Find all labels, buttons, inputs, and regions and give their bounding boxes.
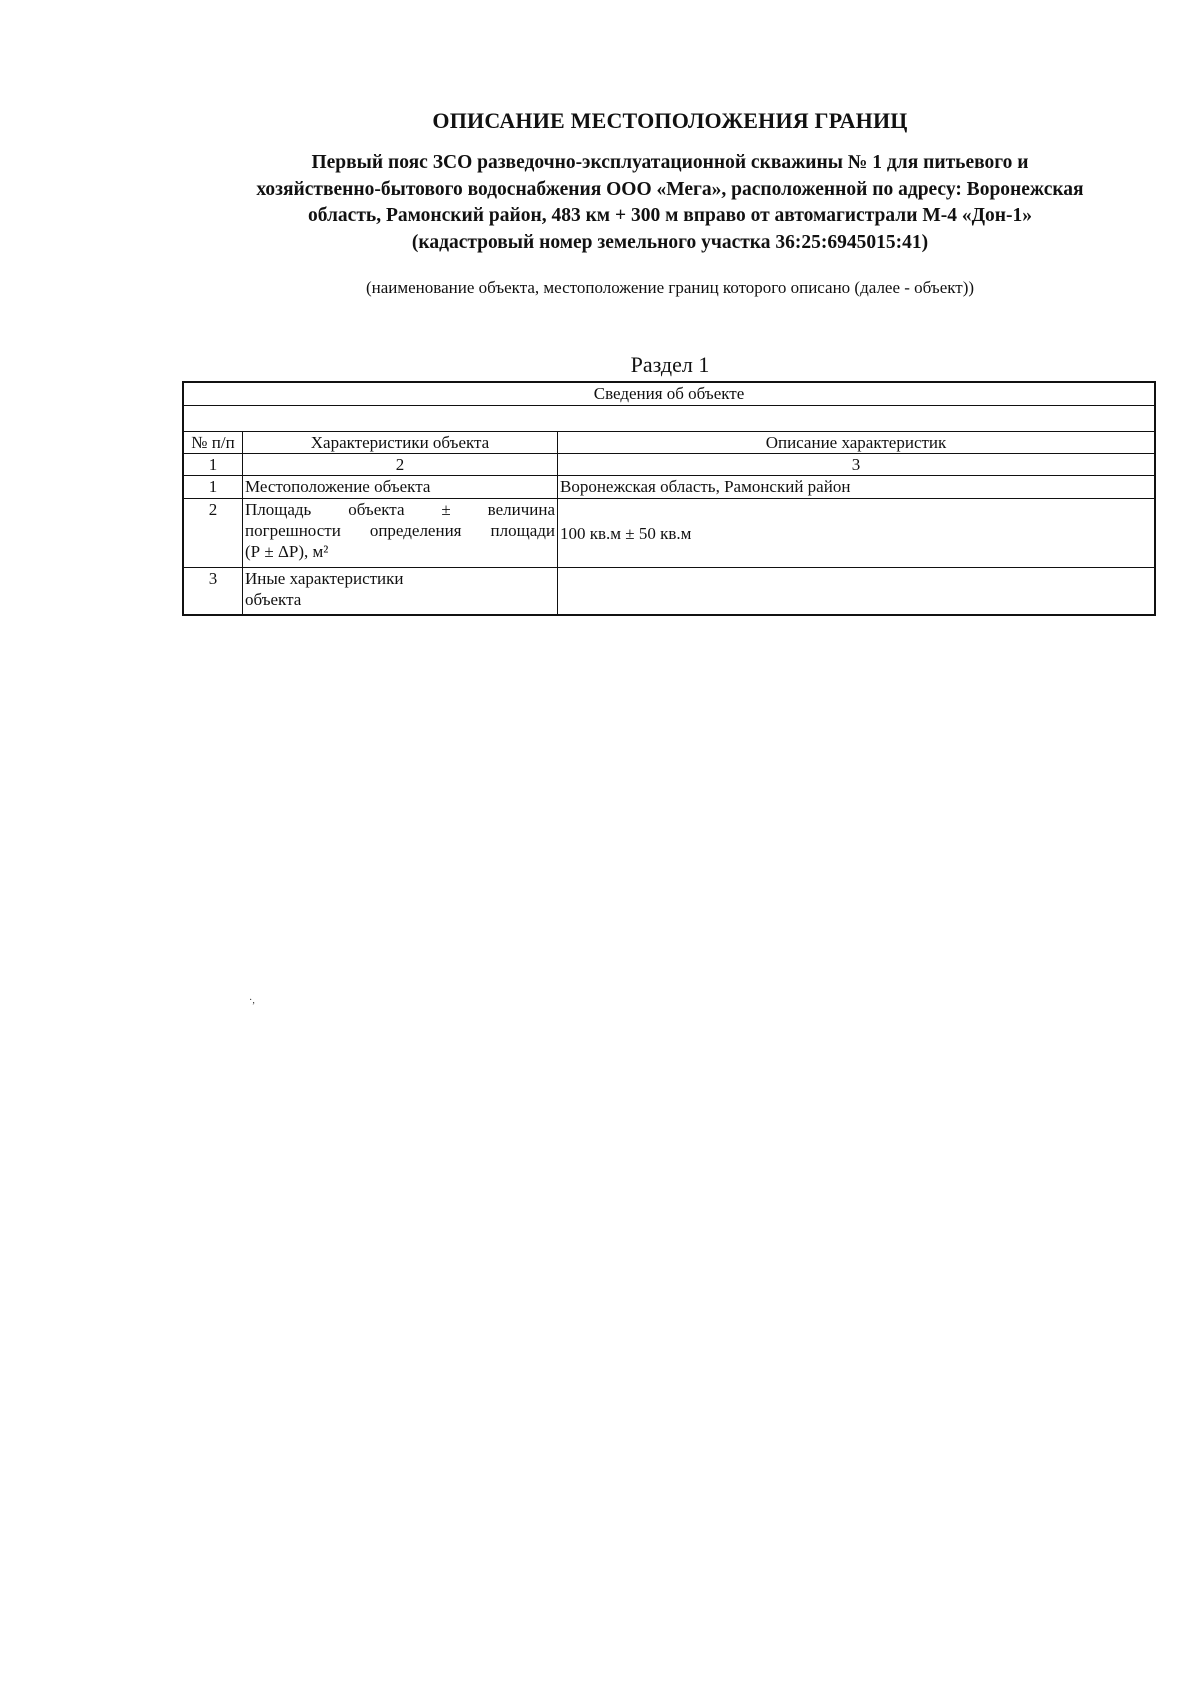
table-row (183, 499, 1155, 568)
column-number: 2 (243, 454, 558, 476)
row-description: 100 кв.м ± 50 кв.м (558, 499, 1156, 568)
table-column-number-row (183, 454, 1155, 476)
object-name-line: (кадастровый номер земельного участка 36:25:6945015:41) (411, 231, 929, 253)
object-name-line: хозяйственно-бытового водоснабжения ООО «Мега», расположенной по адресу: Воронежская (256, 178, 1084, 200)
row-number: 3 (183, 568, 243, 616)
row-description: Воронежская область, Рамонский район (558, 476, 1156, 499)
table-row (183, 476, 1155, 499)
table-heading-row (183, 382, 1155, 406)
column-header-description: Описание характеристик (558, 432, 1156, 454)
table-column-header-row (183, 432, 1155, 454)
row-characteristic (243, 568, 558, 616)
row-characteristic (243, 499, 558, 568)
column-header-number: № п/п (183, 432, 243, 454)
characteristic-line: объекта (245, 590, 302, 609)
row-description (558, 568, 1156, 616)
row-number: 1 (183, 476, 243, 499)
column-header-characteristics: Характеристики объекта (243, 432, 558, 454)
table-empty-row (183, 406, 1155, 432)
characteristic-line: (Р ± ΔР), м² (245, 542, 329, 561)
table-row (183, 568, 1155, 616)
column-number: 1 (183, 454, 243, 476)
object-name-line: Первый пояс ЗСО разведочно-эксплуатационной скважины № 1 для питьевого и (311, 152, 1029, 173)
section-title: Раздел 1 (630, 352, 710, 377)
object-info-table (182, 381, 1156, 616)
characteristic-line: Иные характеристики (245, 569, 404, 588)
row-number: 2 (183, 499, 243, 568)
document-title: ОПИСАНИЕ МЕСТОПОЛОЖЕНИЯ ГРАНИЦ (432, 108, 908, 133)
characteristic-line: погрешности определения площади (245, 521, 555, 540)
object-name (180, 150, 1160, 256)
empty-cell (183, 406, 1155, 432)
object-name-caption: (наименование объекта, местоположение границ которого описано (далее - объект)) (365, 278, 975, 297)
characteristic-line: Площадь объекта ± величина (245, 500, 555, 519)
scan-speck: ·, (249, 995, 255, 1006)
row-characteristic: Местоположение объекта (243, 476, 558, 499)
object-name-line: область, Рамонский район, 483 км + 300 м вправо от автомагистрали М-4 «Дон-1» (307, 205, 1033, 226)
column-number: 3 (558, 454, 1156, 476)
table-heading: Сведения об объекте (183, 382, 1155, 406)
